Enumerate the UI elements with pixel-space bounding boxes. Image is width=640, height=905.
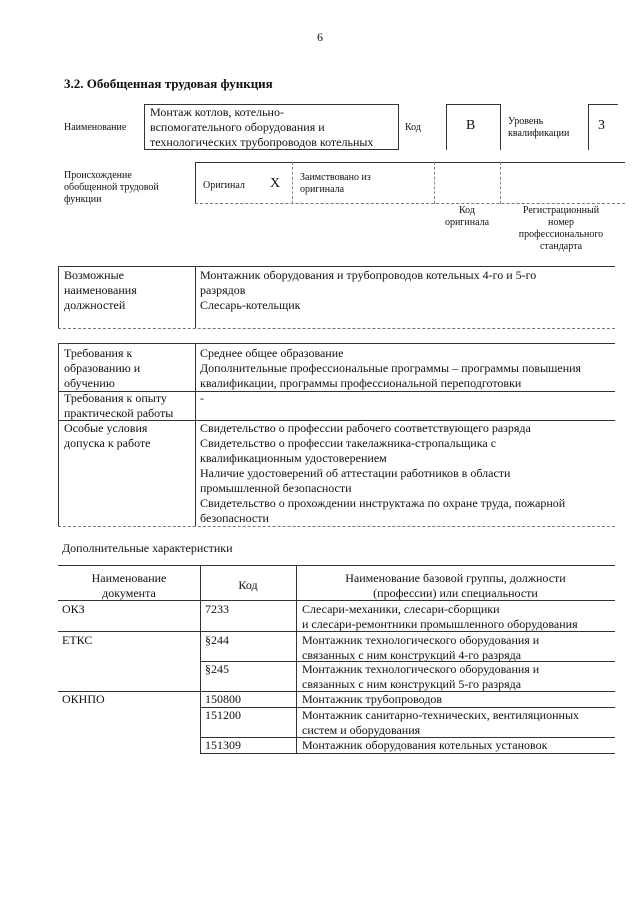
function-name: Монтаж котлов, котельно- вспомогательного оборудования и технологических трубопроводов котельных bbox=[150, 105, 374, 149]
req-education-label: Требования к образованию и обучению bbox=[64, 346, 141, 390]
table-row-code: 151309 bbox=[205, 738, 241, 752]
table-row-code: §244 bbox=[205, 633, 229, 647]
table-row-name: Монтажник технологического оборудования и связанных с ним конструкций 5-го разряда bbox=[302, 662, 540, 691]
table-row-code: 150800 bbox=[205, 692, 241, 706]
reg-number-caption: Регистрационный номер профессионального стандарта bbox=[518, 205, 604, 252]
req-admission-label: Особые условия допуска к работе bbox=[64, 421, 151, 450]
table-row-name: Монтажник оборудования котельных установок bbox=[302, 738, 548, 752]
table-row-doc: ОКЗ bbox=[62, 602, 85, 616]
table-row-name: Монтажник технологического оборудования и связанных с ним конструкций 4-го разряда bbox=[302, 633, 540, 662]
positions-values: Монтажник оборудования и трубопроводов котельных 4-го и 5-го разрядов Слесарь-котельщик bbox=[200, 268, 537, 312]
req-experience-value: - bbox=[200, 391, 204, 405]
table-row-name: Монтажник санитарно-технических, вентиляционных систем и оборудования bbox=[302, 708, 580, 737]
code-label: Код bbox=[405, 122, 421, 133]
table-row-code: 7233 bbox=[205, 602, 229, 616]
table-row-name: Слесари-механики, слесари-сборщики и слесари-ремонтники промышленного оборудования bbox=[302, 602, 578, 631]
table-row-doc: ЕТКС bbox=[62, 633, 93, 647]
borrowed-label: Заимствовано из оригинала bbox=[300, 172, 371, 195]
table-row-name: Монтажник трубопроводов bbox=[302, 692, 443, 706]
section-title: 3.2. Обобщенная трудовая функция bbox=[64, 76, 273, 91]
page-number: 6 bbox=[317, 30, 323, 44]
original-label: Оригинал bbox=[203, 180, 245, 191]
table-row-code: §245 bbox=[205, 662, 229, 676]
req-admission-values: Свидетельство о профессии рабочего соответствующего разряда Свидетельство о профессии такелажника-стропальщика с квалификационным удостоверением Наличие удостоверений об аттестации работников в области промышленной безопасности Свидетельство о прохождении инструктажа по охране труда, пожарной безопасности bbox=[200, 421, 566, 525]
col-code-header: Код bbox=[238, 578, 258, 592]
name-label: Наименование bbox=[64, 122, 127, 133]
table-row-doc: ОКНПО bbox=[62, 692, 105, 706]
level-label: Уровень квалификации bbox=[508, 116, 570, 139]
original-mark: X bbox=[270, 176, 281, 191]
positions-label: Возможные наименования должностей bbox=[64, 268, 137, 312]
code-value: B bbox=[466, 118, 476, 133]
req-experience-label: Требования к опыту практической работы bbox=[64, 391, 174, 420]
level-value: 3 bbox=[598, 118, 605, 133]
col-name-header: Наименование базовой группы, должности (профессии) или специальности bbox=[345, 571, 566, 600]
additional-title: Дополнительные характеристики bbox=[62, 541, 233, 555]
code-original-caption: Код оригинала bbox=[444, 205, 490, 228]
col-doc-header: Наименование документа bbox=[91, 571, 167, 600]
origin-label: Происхождение обобщенной трудовой функции bbox=[64, 170, 159, 205]
table-row-code: 151200 bbox=[205, 708, 241, 722]
req-education-values: Среднее общее образование Дополнительные профессиональные программы – программы повышения квалификации, программы профессиональной переподготовки bbox=[200, 346, 582, 390]
